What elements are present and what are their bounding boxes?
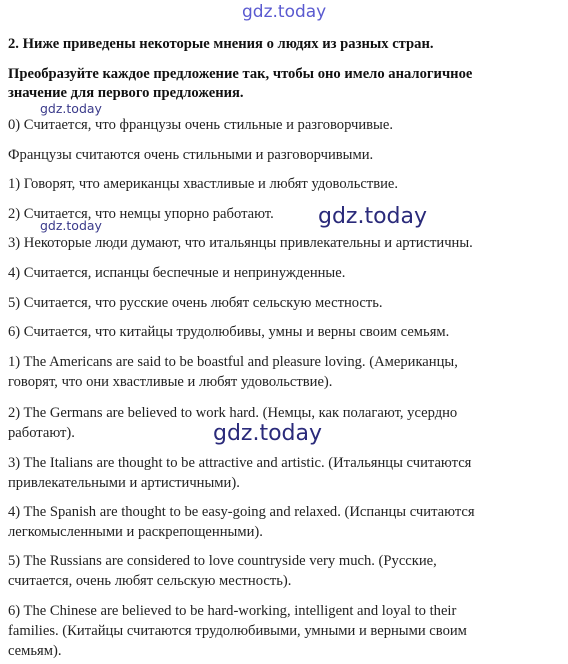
answer-2-line2: работают).: [8, 425, 75, 441]
answer-5-line2: считается, очень любят сельскую местность).: [8, 573, 292, 589]
answer-1-line2: говорят, что они хвастливые и любят удовольствие).: [8, 374, 333, 390]
sentence-6: 6) Считается, что китайцы трудолюбивы, умны и верны своим семьям.: [8, 324, 450, 340]
sentence-2: 2) Считается, что немцы упорно работают.: [8, 206, 274, 222]
watermark-top: gdz.today: [242, 2, 327, 22]
answer-4-line2: легкомысленными и раскрепощенными).: [8, 524, 263, 540]
answer-6-line2: families. (Китайцы считаются трудолюбивыми, умными и верными своим: [8, 623, 467, 639]
sentence-3: 3) Некоторые люди думают, что итальянцы привлекательны и артистичны.: [8, 235, 473, 251]
answer-1-line1: 1) The Americans are said to be boastful and pleasure loving. (Американцы,: [8, 354, 458, 370]
answer-3-line2: привлекательными и артистичными).: [8, 475, 240, 491]
task-instruction-line1: Преобразуйте каждое предложение так, чтобы оно имело аналогичное: [8, 66, 473, 82]
answer-2-line1: 2) The Germans are believed to work hard. (Немцы, как полагают, усердно: [8, 405, 458, 421]
watermark-small-1: gdz.today: [40, 101, 102, 116]
answer-5-line1: 5) The Russians are considered to love countryside very much. (Русские,: [8, 553, 437, 569]
example-answer: Французы считаются очень стильными и разговорчивыми.: [8, 147, 374, 163]
answer-6-line3: семьям).: [8, 643, 62, 659]
watermark-big-1: gdz.today: [318, 204, 428, 229]
sentence-1: 1) Говорят, что американцы хвастливые и любят удовольствие.: [8, 176, 399, 192]
answer-4-line1: 4) The Spanish are thought to be easy-going and relaxed. (Испанцы считаются: [8, 504, 475, 520]
sentence-4: 4) Считается, испанцы беспечные и непринужденные.: [8, 265, 346, 281]
watermark-small-2: gdz.today: [40, 218, 102, 233]
watermark-big-2: gdz.today: [213, 421, 323, 446]
example-original: 0) Считается, что французы очень стильные и разговорчивые.: [8, 117, 393, 133]
task-instruction-line2: значение для первого предложения.: [8, 85, 244, 101]
sentence-5: 5) Считается, что русские очень любят сельскую местность.: [8, 295, 383, 311]
task-heading: 2. Ниже приведены некоторые мнения о людях из разных стран.: [8, 36, 434, 52]
answer-6-line1: 6) The Chinese are believed to be hard-working, intelligent and loyal to their: [8, 603, 457, 619]
answer-3-line1: 3) The Italians are thought to be attractive and artistic. (Итальянцы считаются: [8, 455, 472, 471]
